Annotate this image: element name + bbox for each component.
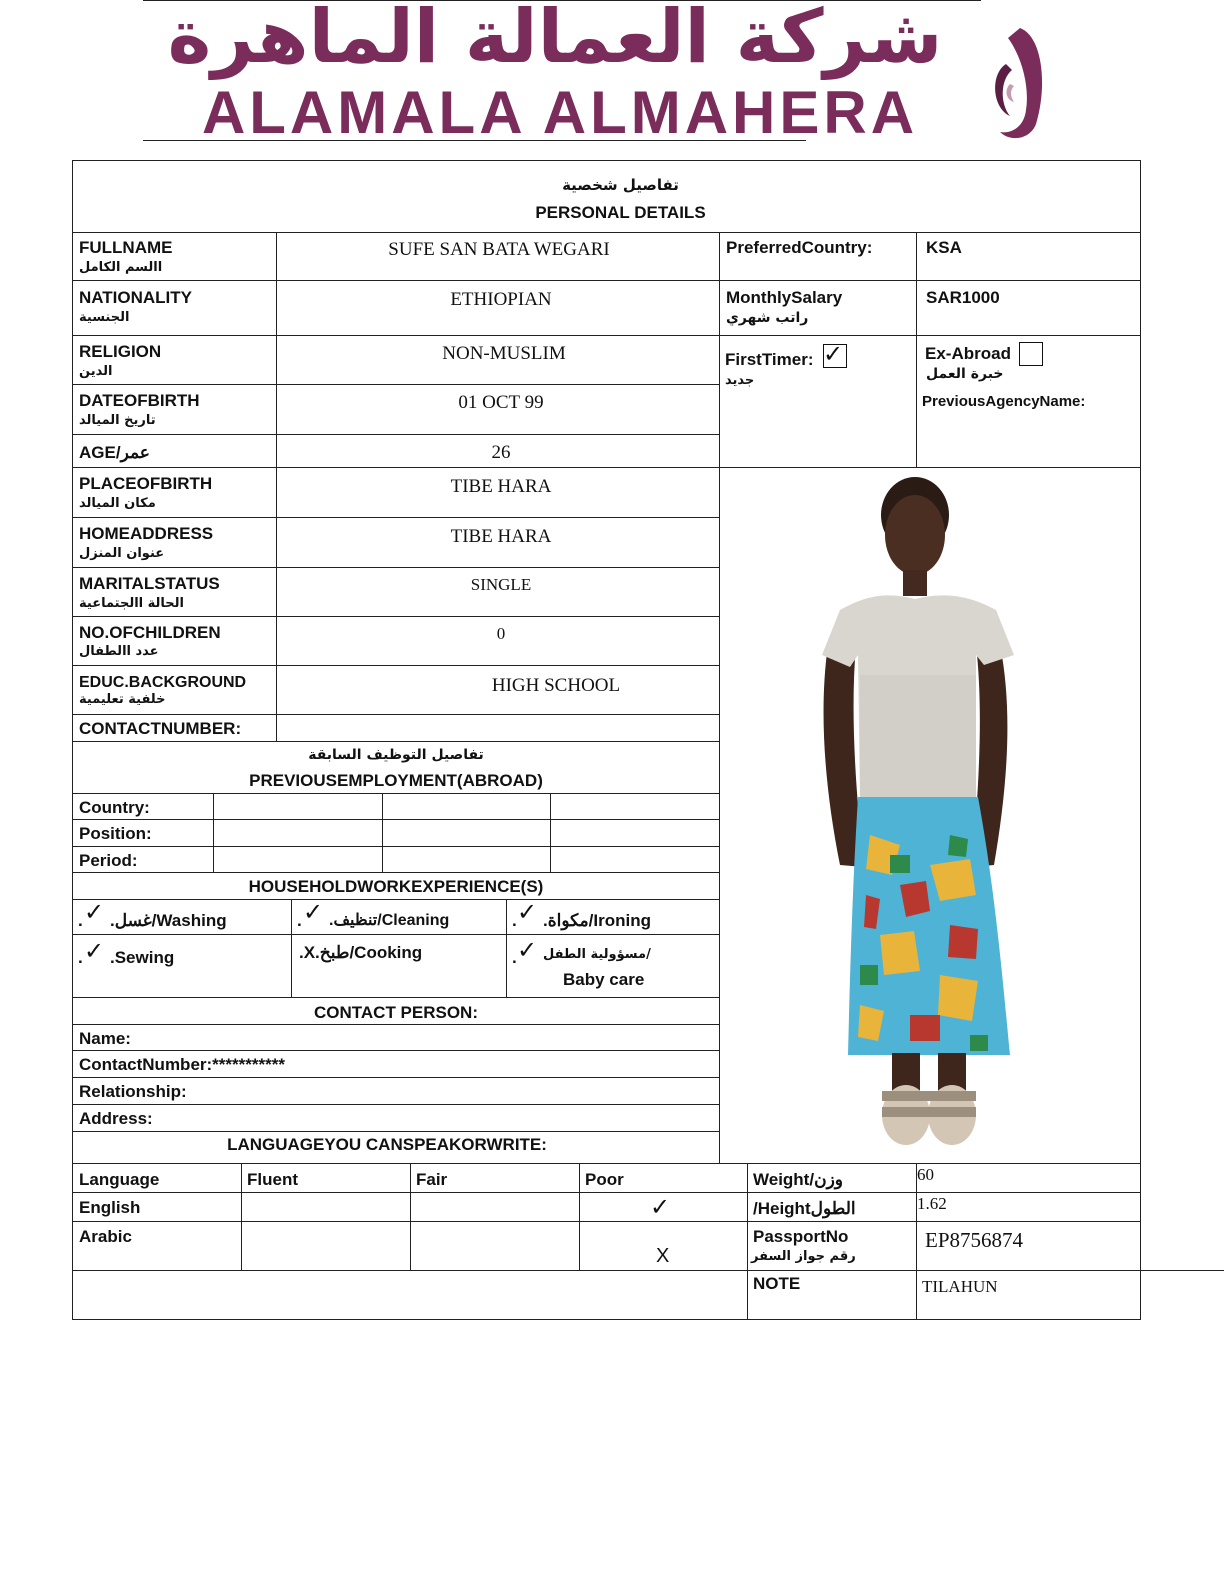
english-poor-check-icon: ✓ [650,1193,671,1221]
contact-person-name-label: Name: [79,1029,131,1048]
applicant-photo [800,475,1040,1155]
place-of-birth-label-ar: مكان الميالد [79,496,156,511]
marital-status-value: SINGLE [470,575,532,594]
dob-label: DATEOFBIRTH [79,391,200,410]
weight-value: 60 [917,1165,934,1184]
place-of-birth-label: PLACEOFBIRTH [79,474,213,493]
languages-title: LANGUAGEYOU CANSPEAKORWRITE: [227,1135,547,1154]
nationality-label-ar: الجنسية [79,310,130,325]
ex-abroad-label: Ex-Abroad [925,344,1011,363]
previous-employment-title: PREVIOUSEMPLOYMENT(ABROAD) [249,771,543,790]
employment-period-label: Period: [79,851,138,870]
passport-label: PassportNo [753,1227,849,1246]
children-label: NO.OFCHILDREN [79,623,221,642]
place-of-birth-value: TIBE HARA [450,476,552,497]
home-address-label-ar: عنوان المنزل [79,546,165,561]
contact-person-address-label: Address: [79,1109,153,1128]
washing-check-icon: ✓ [84,898,105,926]
company-name-arabic: شركة العمالة الماهرة [167,0,943,80]
first-timer-label: FirstTimer: [725,350,814,369]
previous-employment-title-ar: تفاصيل التوظيف السابقة [308,747,484,763]
nationality-value: ETHIOPIAN [450,289,552,310]
contact-number-label: CONTACTNUMBER: [79,719,242,738]
lang-english-label: English [79,1198,141,1217]
fullname-label: FULLNAME [79,238,173,257]
fullname-value: SUFE SAN BATA WEGARI [388,239,610,260]
company-name-english: ALAMALA ALMAHERA [201,79,919,146]
education-label: EDUC.BACKGROUND [79,674,247,691]
nationality-label: NATIONALITY [79,288,193,307]
marital-status-label-ar: الحالة االجتماعية [79,596,185,611]
cleaning-check-icon: ✓ [303,898,324,926]
ironing-label: .مكواة/Ironing [543,911,651,930]
employment-position-label: Position: [79,824,152,843]
religion-label: RELIGION [79,342,162,361]
passport-value: EP8756874 [925,1228,1024,1252]
arabic-poor-mark: X [656,1245,670,1267]
babycare-label: Baby care [563,970,645,989]
lang-header-fair: Fair [416,1170,448,1189]
religion-label-ar: الدين [79,364,113,379]
passport-label-ar: رقم جواز السفر [751,1249,856,1264]
employment-country-label: Country: [79,798,150,817]
cooking-label: .X.طبخ/Cooking [299,943,423,962]
home-address-label: HOMEADDRESS [79,524,214,543]
dob-value: 01 OCT 99 [458,392,544,413]
ex-abroad-label-ar: خبرة العمل [926,366,1004,382]
personal-details-title: PERSONAL DETAILS [535,203,706,222]
babycare-check-icon: ✓ [517,936,538,964]
height-label: /Heightالطول [753,1199,856,1218]
company-logo-icon [980,24,1050,144]
marital-status-label: MARITALSTATUS [79,574,220,593]
cleaning-label: .تنظيف/Cleaning [329,912,450,929]
personal-details-title-ar: تفاصيل شخصية [562,176,679,194]
lang-header-fluent: Fluent [247,1170,298,1189]
dob-label-ar: تاريخ الميالد [79,413,156,428]
first-timer-label-ar: جديد [725,373,755,388]
babycare-label-ar: مسؤولية الطفل/ [543,947,651,962]
education-label-ar: خلفية تعليمية [79,692,166,707]
preferred-country-value: KSA [926,238,962,257]
height-value: 1.62 [917,1194,947,1213]
note-label: NOTE [753,1274,801,1293]
note-value: TILAHUN [922,1277,998,1296]
fullname-label-ar: االسم الكامل [79,260,163,275]
washing-label: .غسل/Washing [110,911,227,930]
lang-header-language: Language [79,1170,160,1189]
lang-header-poor: Poor [585,1170,624,1189]
children-value: 0 [496,624,506,643]
monthly-salary-label-ar: راتب شهري [726,310,809,326]
previous-agency-label: PreviousAgencyName: [922,393,1086,410]
household-experience-title: HOUSEHOLDWORKEXPERIENCE(S) [248,877,544,896]
weight-label: Weight/وزن [753,1170,843,1189]
age-label: AGE/عمر [79,443,150,462]
religion-value: NON-MUSLIM [442,343,566,364]
sewing-check-icon: ✓ [84,937,105,965]
monthly-salary-value: SAR1000 [926,288,1000,307]
contact-person-number-label: ContactNumber:*********** [79,1055,285,1074]
education-value: HIGH SCHOOL [491,675,621,696]
ex-abroad-checkbox[interactable] [1019,342,1043,366]
lang-arabic-label: Arabic [79,1227,132,1246]
sewing-label: .Sewing [110,948,175,967]
home-address-value: TIBE HARA [450,526,552,547]
contact-person-title: CONTACT PERSON: [313,1003,478,1022]
age-value: 26 [491,442,511,463]
children-label-ar: عدد االطفال [79,644,159,659]
monthly-salary-label: MonthlySalary [726,288,843,307]
preferred-country-label: PreferredCountry: [726,238,873,257]
contact-person-relationship-label: Relationship: [79,1082,187,1101]
ironing-check-icon: ✓ [517,898,538,926]
first-timer-check-icon: ✓ [823,340,844,368]
